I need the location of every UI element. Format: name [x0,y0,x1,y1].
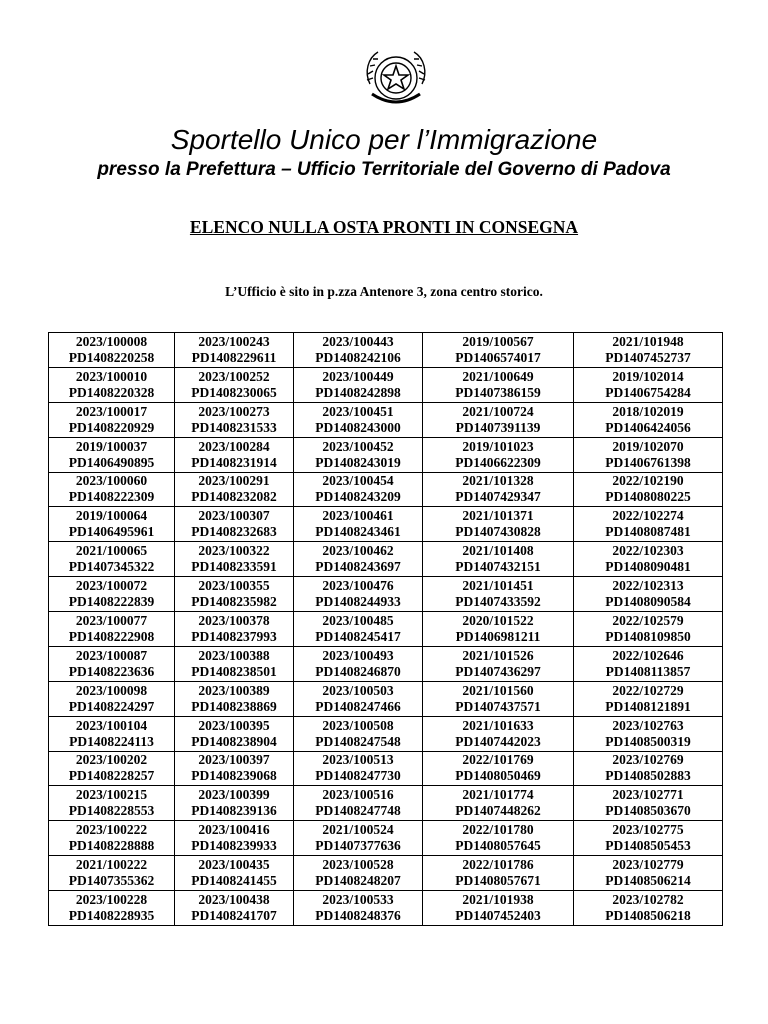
table-row [49,542,723,577]
table-cell [294,821,423,856]
table-row [49,612,723,647]
clearance-code: PD1408057671 [455,873,541,889]
practice-number: 2022/102579 [612,612,684,628]
practice-number: 2023/100060 [75,473,148,489]
practice-number: 2023/100399 [198,787,270,803]
table-cell [574,891,723,926]
practice-number: 2023/100228 [75,892,148,907]
practice-number: 2022/102729 [612,682,684,698]
practice-number: 2023/100461 [322,508,394,524]
table-cell [574,542,723,577]
table-row [49,716,723,751]
clearance-code: PD1408247730 [315,768,401,784]
practice-number: 2023/100397 [198,752,270,768]
practice-number: 2023/100416 [198,822,270,838]
clearance-code: PD1408237993 [191,628,277,644]
clearance-code: PD1407377636 [315,838,401,854]
clearance-code: PD1408247548 [315,733,401,749]
practice-number: 2023/102769 [612,752,684,768]
republic-emblem-icon [356,44,436,116]
table-cell [49,891,175,926]
table-cell [423,437,574,472]
practice-number: 2019/100567 [462,333,534,349]
clearance-code: PD1407437571 [455,698,541,714]
clearance-code: PD1407429347 [455,489,541,505]
clearance-code: PD1408090584 [605,594,691,610]
practice-number: 2021/101774 [462,787,534,803]
practice-number: 2022/102190 [612,473,684,489]
table-cell [175,612,294,647]
clearance-code: PD1408121891 [605,698,691,714]
practice-number: 2023/100528 [322,857,394,873]
clearance-code: PD1408235982 [191,594,277,610]
practice-number: 2021/101633 [462,717,534,733]
clearance-code: PD1407436297 [455,663,541,679]
clearance-code: PD1408241707 [191,908,277,923]
practice-number: 2021/100524 [322,822,394,838]
practice-number: 2023/102782 [612,892,684,907]
table-cell [423,472,574,507]
table-cell [423,577,574,612]
practice-number: 2023/100449 [322,368,394,384]
clearance-code: PD1408502883 [605,768,691,784]
table-cell [574,333,723,368]
clearance-code: PD1408506218 [605,908,691,923]
table-cell [574,716,723,751]
practice-number: 2021/100222 [75,857,148,873]
clearance-code: PD1408243461 [315,524,401,540]
clearance-code: PD1408248207 [315,873,401,889]
clearance-code: PD1408222309 [68,489,155,505]
clearance-code: PD1408245417 [315,628,401,644]
clearance-code: PD1408087481 [605,524,691,540]
practice-number: 2023/100378 [198,612,270,628]
clearance-code: PD1406981211 [455,628,541,644]
clearance-code: PD1408232082 [191,489,277,505]
table-cell [574,821,723,856]
table-cell [294,472,423,507]
clearance-code: PD1408230065 [191,384,277,400]
table-cell [574,856,723,891]
table-cell [175,856,294,891]
clearance-code: PD1408229611 [191,349,277,365]
clearance-code: PD1408247748 [315,803,401,819]
table-row [49,437,723,472]
clearance-code: PD1408228935 [68,908,155,923]
practice-number: 2023/100443 [322,333,394,349]
list-heading: ELENCO NULLA OSTA PRONTI IN CONSEGNA [189,217,579,237]
table-cell [294,681,423,716]
table-cell [574,437,723,472]
clearance-code: PD1407452403 [455,908,541,923]
table-cell [423,716,574,751]
clearance-code: PD1408228553 [68,803,155,819]
table-cell [49,367,175,402]
table-cell [294,402,423,437]
practice-number: 2023/100202 [75,752,148,768]
practice-number: 2023/100307 [198,508,270,524]
clearance-code: PD1408223636 [68,663,155,679]
practice-number: 2021/101328 [462,473,534,489]
practice-number: 2021/101371 [462,508,534,524]
clearance-code: PD1408220929 [68,419,155,435]
table-cell [294,367,423,402]
table-cell [49,612,175,647]
practice-number: 2019/101023 [462,438,534,454]
table-row [49,681,723,716]
clearance-code: PD1408233591 [191,559,277,575]
practice-number: 2022/101780 [462,822,534,838]
table-cell [49,472,175,507]
table-cell [294,333,423,368]
practice-number: 2021/101408 [462,543,534,559]
practice-number: 2023/100438 [198,892,270,907]
table-cell [49,437,175,472]
table-cell [423,507,574,542]
table-cell [175,472,294,507]
table-cell [574,577,723,612]
clearance-code: PD1407355362 [68,873,155,889]
practice-number: 2023/100485 [322,612,394,628]
clearance-code: PD1407391139 [455,419,541,435]
table-cell [175,402,294,437]
clearance-code: PD1408241455 [191,873,277,889]
table-cell [49,751,175,786]
table-cell [423,646,574,681]
practice-number: 2023/100273 [198,403,270,419]
practice-number: 2023/100222 [75,822,148,838]
clearance-code: PD1408109850 [605,628,691,644]
clearance-code: PD1406490895 [68,454,155,470]
table-cell [294,507,423,542]
practice-number: 2019/100064 [75,508,148,524]
table-cell [49,716,175,751]
table-cell [574,681,723,716]
clearance-code: PD1407430828 [455,524,541,540]
table-cell [175,333,294,368]
office-address: L’Ufficio è sito in p.zza Antenore 3, zona centro storico. [225,284,543,299]
practice-number: 2023/100098 [75,682,148,698]
practice-number: 2021/101526 [462,647,534,663]
practice-number: 2023/100462 [322,543,394,559]
table-cell [175,751,294,786]
practice-number: 2019/100037 [75,438,148,454]
practice-number: 2023/100451 [322,403,394,419]
practice-number: 2021/101451 [462,578,534,594]
clearance-code: PD1408243697 [315,559,401,575]
practice-number: 2022/101769 [462,752,534,768]
table-row [49,507,723,542]
practice-number: 2021/100065 [75,543,148,559]
table-cell [423,542,574,577]
table-cell [423,612,574,647]
table-cell [574,367,723,402]
clearance-code: PD1408222908 [68,628,155,644]
clearance-code: PD1408090481 [605,559,691,575]
table-cell [574,472,723,507]
clearance-code: PD1408239933 [191,838,277,854]
table-cell [423,856,574,891]
practice-number: 2023/100008 [75,333,148,349]
table-cell [175,786,294,821]
clearance-code: PD1408238501 [191,663,277,679]
clearance-code: PD1406761398 [605,454,691,470]
table-cell [294,856,423,891]
table-cell [423,681,574,716]
practice-number: 2018/102019 [612,403,684,419]
clearance-code: PD1408239136 [191,803,277,819]
table-row [49,577,723,612]
table-row [49,367,723,402]
practice-number: 2023/100284 [198,438,270,454]
table-cell [294,891,423,926]
clearance-code: PD1408222839 [68,594,155,610]
table-cell [574,646,723,681]
table-cell [175,367,294,402]
clearance-code: PD1407452737 [605,349,691,365]
clearance-code: PD1408228888 [68,838,155,854]
clearance-code: PD1407345322 [68,559,155,575]
clearance-code: PD1406424056 [605,419,691,435]
practice-number: 2020/101522 [462,612,534,628]
table-row [49,646,723,681]
clearance-code: PD1408231914 [191,454,277,470]
table-cell [49,507,175,542]
table-row [49,891,723,926]
practice-number: 2021/100649 [462,368,534,384]
clearance-code: PD1408238904 [191,733,277,749]
table-cell [294,716,423,751]
clearance-code: PD1408243019 [315,454,401,470]
table-row [49,821,723,856]
table-cell [49,402,175,437]
table-cell [49,821,175,856]
practice-number: 2023/102779 [612,857,684,873]
practice-number: 2023/100104 [75,717,148,733]
table-cell [175,507,294,542]
clearance-code: PD1408220258 [68,349,155,365]
clearance-code: PD1408503670 [605,803,691,819]
clearance-code: PD1408220328 [68,384,155,400]
practice-number: 2023/100252 [198,368,270,384]
table-cell [423,821,574,856]
table-cell [423,891,574,926]
clearance-code: PD1408057645 [455,838,541,854]
clearance-code: PD1408505453 [605,838,691,854]
practice-number: 2023/100017 [75,403,148,419]
practice-number: 2023/100243 [198,333,270,349]
clearance-code: PD1408506214 [605,873,691,889]
table-row [49,856,723,891]
table-cell [294,577,423,612]
practice-number: 2023/100435 [198,857,270,873]
table-cell [423,786,574,821]
table-cell [49,856,175,891]
practice-number: 2023/100508 [322,717,394,733]
clearance-code: PD1408500319 [605,733,691,749]
clearance-code: PD1408244933 [315,594,401,610]
clearance-code: PD1407448262 [455,803,541,819]
clearance-code: PD1408113857 [605,663,691,679]
practice-number: 2023/100087 [75,647,148,663]
table-cell [574,786,723,821]
table-cell [175,821,294,856]
practice-number: 2023/102771 [612,787,684,803]
clearance-code: PD1407432151 [455,559,541,575]
clearance-code: PD1408231533 [191,419,277,435]
table-cell [423,367,574,402]
practice-number: 2023/100452 [322,438,394,454]
table-cell [423,333,574,368]
clearance-code: PD1408080225 [605,489,691,505]
clearance-code: PD1408242898 [315,384,401,400]
practice-number: 2022/101786 [462,857,534,873]
table-cell [574,507,723,542]
table-cell [294,786,423,821]
clearance-code: PD1408238869 [191,698,277,714]
table-cell [49,646,175,681]
practice-number: 2023/100291 [198,473,270,489]
table-cell [175,716,294,751]
practice-number: 2023/100454 [322,473,394,489]
clearance-code: PD1408243000 [315,419,401,435]
clearance-code: PD1407433592 [455,594,541,610]
clearance-code: PD1408248376 [315,908,401,923]
clearance-code: PD1406754284 [605,384,691,400]
page-subtitle: presso la Prefettura – Ufficio Territoriale del Governo di Padova [97,159,671,180]
table-row [49,472,723,507]
clearance-code: PD1408228257 [68,768,155,784]
table-cell [294,751,423,786]
table-cell [294,612,423,647]
page-title: Sportello Unico per l’Immigrazione [170,124,598,155]
clearance-code: PD1408247466 [315,698,401,714]
practice-number: 2023/100388 [198,647,270,663]
table-cell [175,542,294,577]
table-row [49,751,723,786]
table-cell [175,437,294,472]
table-cell [574,751,723,786]
clearance-code: PD1407386159 [455,384,541,400]
table-row [49,402,723,437]
practice-number: 2023/100395 [198,717,270,733]
practice-number: 2023/102763 [612,717,684,733]
clearance-code: PD1408239068 [191,768,277,784]
practice-number: 2023/100513 [322,752,394,768]
practice-number: 2019/102070 [612,438,684,454]
practice-number: 2023/100503 [322,682,394,698]
clearance-code: PD1408224297 [68,698,155,714]
table-cell [294,646,423,681]
table-cell [49,786,175,821]
practice-number: 2023/100355 [198,578,270,594]
table-cell [574,612,723,647]
practice-number: 2021/100724 [462,403,534,419]
clearance-table [48,332,723,926]
practice-number: 2023/102775 [612,822,684,838]
practice-number: 2021/101560 [462,682,534,698]
table-cell [574,402,723,437]
practice-number: 2022/102274 [612,508,684,524]
practice-number: 2021/101948 [612,333,684,349]
practice-number: 2023/100389 [198,682,270,698]
clearance-code: PD1406622309 [455,454,541,470]
practice-number: 2019/102014 [612,368,684,384]
practice-number: 2022/102303 [612,543,684,559]
practice-number: 2023/100476 [322,578,394,594]
table-row [49,786,723,821]
clearance-code: PD1407442023 [455,733,541,749]
table-row [49,333,723,368]
clearance-code: PD1408242106 [315,349,401,365]
table-cell [294,542,423,577]
practice-number: 2023/100010 [75,368,148,384]
table-cell [49,681,175,716]
clearance-code: PD1408243209 [315,489,401,505]
table-cell [175,891,294,926]
practice-number: 2021/101938 [462,892,534,907]
table-cell [294,437,423,472]
practice-number: 2023/100493 [322,647,394,663]
practice-number: 2023/100072 [75,578,148,594]
table-cell [49,542,175,577]
clearance-code: PD1408246870 [315,663,401,679]
table-cell [423,751,574,786]
clearance-code: PD1406495961 [68,524,155,540]
clearance-code: PD1408050469 [455,768,541,784]
practice-number: 2023/100215 [75,787,148,803]
practice-number: 2023/100077 [75,612,148,628]
clearance-code: PD1406574017 [455,349,541,365]
table-cell [49,333,175,368]
practice-number: 2022/102646 [612,647,684,663]
practice-number: 2022/102313 [612,578,684,594]
practice-number: 2023/100533 [322,892,394,907]
table-cell [175,646,294,681]
table-cell [175,577,294,612]
clearance-code: PD1408232683 [191,524,277,540]
practice-number: 2023/100322 [198,543,270,559]
table-cell [49,577,175,612]
table-cell [423,402,574,437]
clearance-table-body [49,333,723,926]
table-cell [175,681,294,716]
clearance-code: PD1408224113 [69,733,154,749]
practice-number: 2023/100516 [322,787,394,803]
